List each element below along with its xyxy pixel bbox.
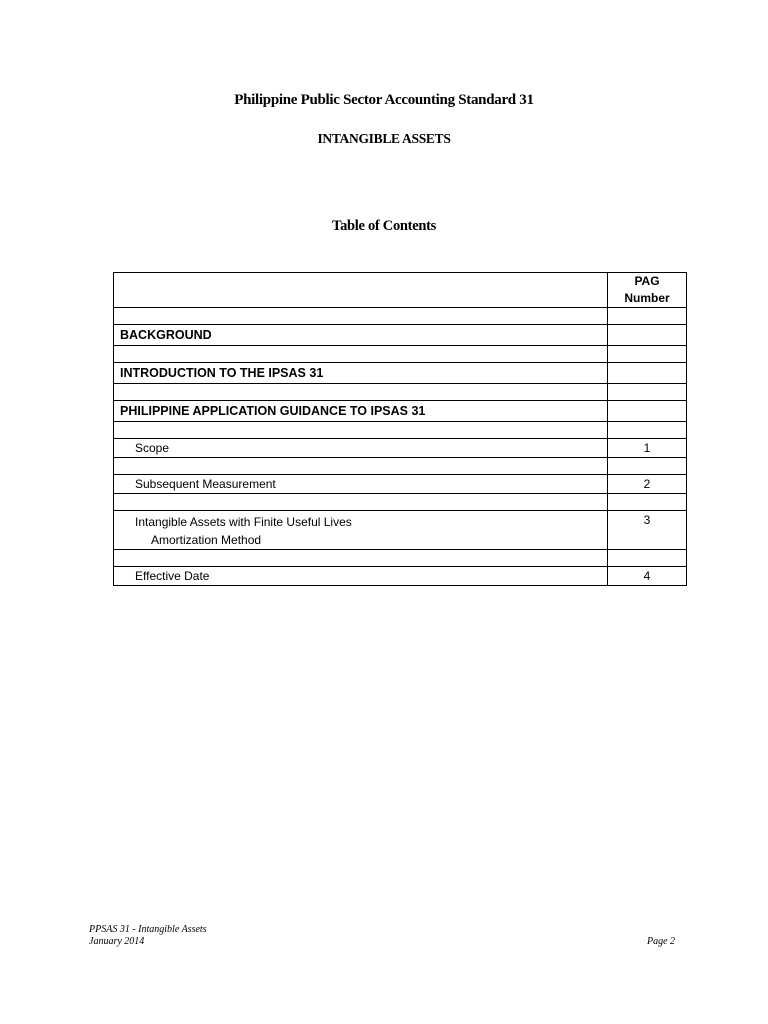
footer-document-name: PPSAS 31 - Intangible Assets [89,924,207,935]
toc-entry-label-cell [114,511,608,550]
toc-spacer-row [114,494,687,511]
toc-heading: Table of Contents [332,218,436,234]
page-column-label-line2: Number [624,291,670,305]
toc-entry-page: 2 [608,475,687,494]
toc-entry-label: BACKGROUND [114,325,608,346]
toc-entry-label: PHILIPPINE APPLICATION GUIDANCE TO IPSAS 31 [114,401,608,422]
toc-header-row [114,273,687,308]
toc-row-finite-useful-lives [114,511,687,550]
toc-entry-page [608,401,687,422]
toc-entry-page [608,325,687,346]
toc-spacer-row [114,384,687,401]
toc-entry-label: Subsequent Measurement [114,475,608,494]
toc-entry-page: 3 [608,511,687,550]
toc-row-application-guidance [114,401,687,422]
footer-date: January 2014 [89,936,145,947]
page-column-label-line1: PAG [634,274,660,288]
toc-spacer-row [114,458,687,475]
toc-entry-page: 4 [608,567,687,586]
toc-spacer-row [114,550,687,567]
toc-spacer-row [114,308,687,325]
toc-row-subsequent-measurement [114,475,687,494]
document-title: Philippine Public Sector Accounting Standard 31 [234,92,534,108]
toc-row-effective-date [114,567,687,586]
toc-entry-page [608,363,687,384]
footer-left [89,924,207,948]
toc-row-background [114,325,687,346]
document-subtitle: INTANGIBLE ASSETS [317,131,451,146]
toc-table [113,272,687,586]
toc-header-page-cell [608,273,687,308]
toc-entry-sublabel: Amortization Method [151,533,262,547]
toc-row-scope [114,439,687,458]
toc-entry-label: Intangible Assets with Finite Useful Lives [135,515,352,529]
toc-entry-label: Scope [114,439,608,458]
toc-row-introduction [114,363,687,384]
toc-entry-label: Effective Date [114,567,608,586]
footer-page-number: Page 2 [647,936,676,947]
toc-entry-label: INTRODUCTION TO THE IPSAS 31 [114,363,608,384]
toc-spacer-row [114,346,687,363]
toc-spacer-row [114,422,687,439]
toc-entry-page: 1 [608,439,687,458]
toc-header-title-cell [114,273,608,308]
